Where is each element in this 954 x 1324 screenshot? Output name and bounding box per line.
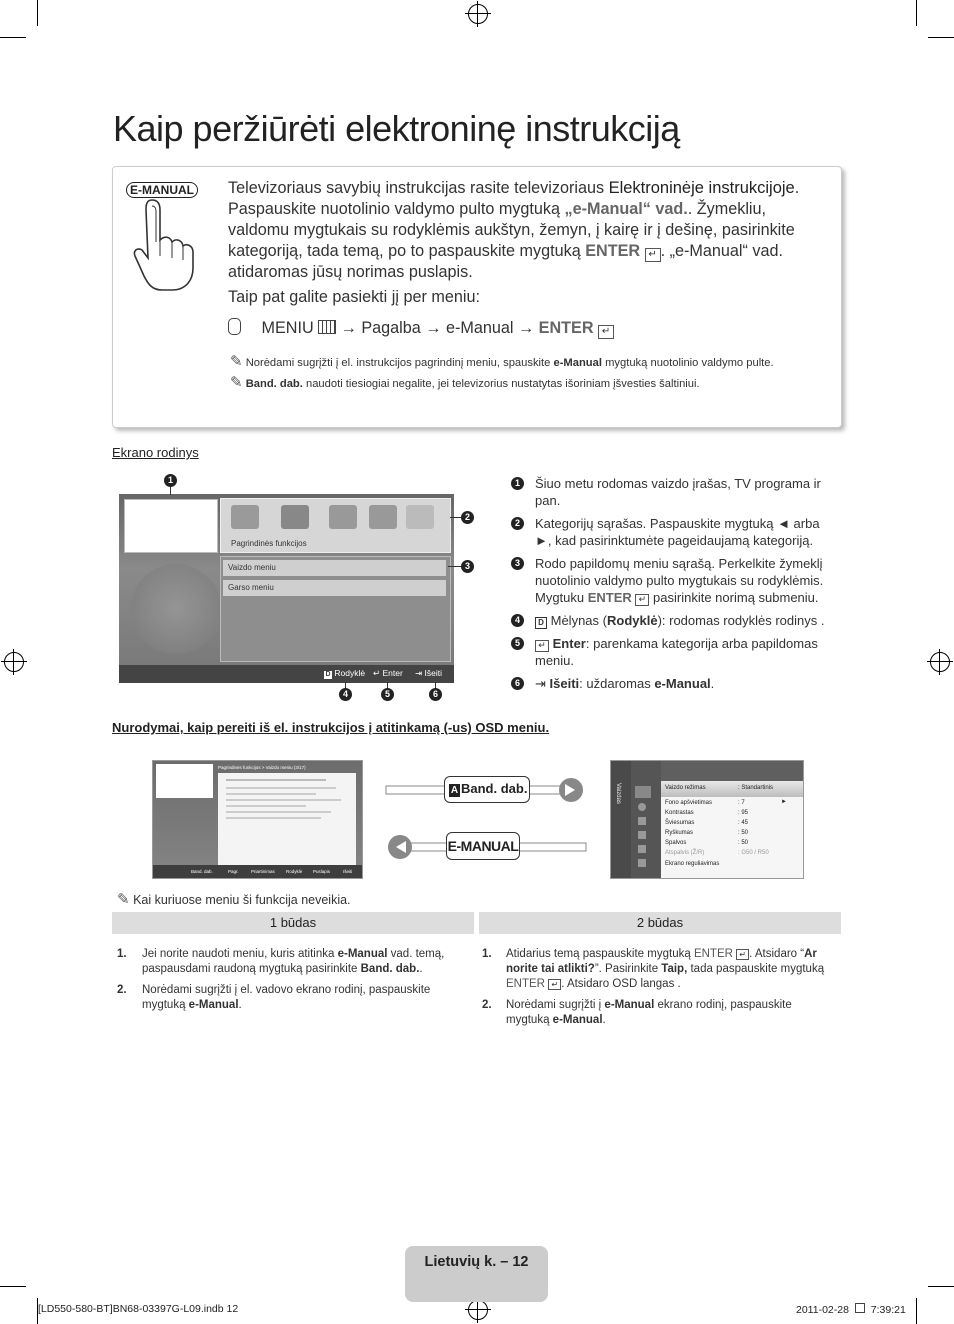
blue-key-icon: D (325, 671, 331, 678)
step-bold: e-Manual (604, 999, 655, 1011)
picture-icon[interactable] (635, 786, 651, 798)
registration-mark-icon (468, 4, 488, 24)
note-text: Norėdami sugrįžti į el. instrukcijos pagrindinį meniu, spauskite (245, 357, 554, 369)
arrow-text: → (425, 319, 442, 337)
step-num: 1. (117, 948, 127, 960)
category-icon[interactable] (281, 505, 309, 529)
enter-icon: ↵ (598, 325, 614, 339)
note-bold: Band. dab. (245, 378, 303, 390)
mini-bottom-bar (153, 865, 362, 878)
step-bold: Taip, (661, 963, 688, 975)
menu-path (228, 318, 614, 339)
step-key: ENTER (506, 978, 545, 990)
category-icon[interactable] (231, 505, 259, 529)
intro-paragraph (228, 178, 823, 283)
bar-index[interactable] (324, 668, 365, 679)
mini-emanual-screen (152, 760, 363, 879)
callout-3: 3 (461, 560, 474, 573)
nav-note-text: Kai kuriuose meniu ši funkcija neveikia. (133, 893, 351, 907)
legend-bold: Enter (552, 636, 586, 651)
enter-icon: ↵ (548, 979, 561, 990)
bar-exit-label: Išeiti (424, 668, 442, 678)
legend-item (511, 555, 831, 606)
category-label: Pagrindinės funkcijos (231, 539, 307, 548)
legend-text: . (710, 676, 715, 691)
menu-label: MENIU (261, 319, 314, 337)
arrow-text: → (517, 319, 535, 337)
note-1 (230, 352, 774, 370)
nav-section-heading: Nurodymai, kaip pereiti iš el. instrukcijos į atitinkamą (-us) OSD meniu. (112, 720, 550, 735)
step (482, 947, 837, 992)
intro-text: . „e-Manual“ vad. atidaromas jūsų norimas puslapis. (228, 242, 783, 281)
step-text: . (238, 999, 242, 1011)
bar-index-label: Rodyklė (334, 668, 366, 678)
callout-4: 4 (339, 688, 352, 701)
category-icon[interactable] (369, 505, 397, 529)
step-text: . (602, 1014, 606, 1026)
osd-row-label[interactable]: Fono apšvietimas (665, 800, 713, 806)
osd-row-value: : G50 / R50 (738, 850, 769, 856)
osd-row-value: : 50 (738, 840, 749, 846)
legend-text: : uždaromas (579, 676, 655, 691)
mini-video-preview (156, 764, 213, 798)
menu-remote-icon (228, 318, 241, 335)
crop-mark (916, 0, 917, 26)
intro-bold-text: Elektroninėje instrukcijoje (608, 179, 795, 197)
enter-icon: ↵ (645, 248, 661, 262)
step-text: . Atsidaro OSD langas . (561, 978, 681, 990)
step-text: . (419, 963, 423, 975)
submenu-item-sound[interactable]: Garso meniu (223, 580, 446, 596)
step (482, 998, 837, 1028)
enter-icon: ↵ (736, 949, 749, 960)
osd-row-value: : Standartinis (738, 785, 774, 791)
footer-time-text: 7:39:21 (870, 1304, 906, 1316)
legend-num: 6 (511, 677, 524, 690)
mini-bar-index[interactable]: Rodyklė (286, 869, 303, 874)
step-num: 2. (117, 984, 127, 996)
setup-icon[interactable] (638, 831, 646, 839)
bar-enter-label: Enter (382, 668, 403, 678)
registration-mark-icon (930, 652, 950, 672)
note-text: naudoti tiesiogiai negalite, jei televizorius nustatytas išoriniam įšvesties šaltiniui. (302, 378, 700, 390)
legend-item (511, 515, 831, 549)
step-text: ekrano rodinį, paspauskite mygtuką (506, 999, 792, 1026)
step-text: tada paspauskite mygtuką (687, 963, 825, 975)
bar-enter[interactable] (373, 668, 403, 679)
osd-row-label[interactable]: Šviesumas (665, 820, 695, 826)
crop-mark (37, 0, 38, 26)
osd-row-value: : 50 (738, 830, 749, 836)
legend-text: ): rodomas rodyklės rodinys . (657, 613, 825, 628)
pencil-icon: ✎ (230, 374, 243, 391)
note-2 (230, 373, 700, 391)
method-1-steps (117, 947, 462, 1013)
legend-num: 2 (511, 517, 524, 530)
mini-bar-page[interactable]: Puslapis (313, 869, 331, 874)
try-now-label: Band. dab. (461, 781, 528, 796)
step (117, 947, 462, 977)
osd-rows (661, 781, 803, 878)
osd-row-label[interactable]: Atspalvis (Ž/R) (665, 850, 705, 856)
step-bold: e-Manual (337, 948, 388, 960)
osd-row-value: : 45 (738, 820, 749, 826)
callout-2: 2 (461, 511, 474, 524)
step-bold: e-Manual (188, 999, 239, 1011)
screen-bottom-bar (119, 665, 454, 683)
step-text: Norėdami sugrįžti į el. vadovo ekrano rodinį, paspauskite mygtuką (142, 984, 431, 1011)
legend-num: 1 (511, 477, 524, 490)
crop-mark (916, 1298, 917, 1324)
step-text: Jei norite naudoti meniu, kuris atitinka (142, 948, 338, 960)
enter-icon: ↵ (535, 640, 549, 652)
enter-icon: ↵ (635, 594, 649, 606)
osd-icon-column (631, 761, 661, 878)
screen-section-heading: Ekrano rodinys (112, 445, 199, 460)
legend-text: Mėlynas ( (550, 613, 607, 628)
category-icon[interactable] (329, 505, 357, 529)
arrow-text: → (340, 319, 357, 337)
step-bold: e-Manual (552, 1014, 603, 1026)
step-text: ”. Pasirinkite (594, 963, 662, 975)
category-icon[interactable] (406, 505, 434, 529)
submenu-panel (220, 556, 451, 662)
crop-mark (0, 1286, 26, 1287)
legend-item (511, 475, 831, 509)
step-text: Norėdami sugrįžti į (506, 999, 605, 1011)
callout-5: 5 (381, 688, 394, 701)
enter-icon: ↵ (373, 668, 381, 678)
support-icon[interactable] (638, 859, 646, 867)
method-2-steps (482, 947, 837, 1028)
emanual-screen (119, 494, 454, 683)
help-label: Pagalba (361, 319, 421, 337)
e-manual-button[interactable]: E-MANUAL (446, 832, 520, 860)
exit-icon: ⇥ (415, 668, 423, 678)
bar-exit[interactable] (415, 668, 442, 679)
legend-bold: Rodyklė (606, 613, 658, 628)
legend-text: Šiuo metu rodomas vaizdo įrašas, TV programa ir pan. (535, 476, 821, 508)
osd-row-value: : 95 (738, 810, 749, 816)
blue-key-icon: D (535, 617, 547, 629)
legend-bold: Išeiti (549, 676, 580, 691)
legend-bold: e-Manual (654, 676, 711, 691)
pencil-icon: ✎ (230, 353, 243, 370)
e-manual-remote-button (126, 181, 198, 199)
mini-breadcrumb: Pagrindinės funkcijos > Vaizdo meniu (3/17) (218, 765, 306, 770)
legend-text: Rodo papildomų meniu sąrašą. Perkelkite žymeklį nuotolinio valdymo pulto mygtukais su rodyklėmis. Mygtuku (535, 556, 824, 605)
step-num: 2. (482, 999, 492, 1011)
footer-date (796, 1303, 906, 1316)
exit-icon: ⇥ (535, 676, 546, 691)
osd-row-label[interactable]: Ryškumas (665, 830, 694, 836)
legend-item (511, 675, 831, 692)
submenu-item-picture[interactable]: Vaizdo meniu (223, 560, 446, 576)
page-title: Kaip peržiūrėti elektroninę instrukciją (113, 108, 680, 149)
e-manual-key-text: „e-Manual“ vad. (564, 200, 688, 218)
footer-file: [LD550-580-BT]BN68-03397G-L09.indb 12 (38, 1303, 239, 1315)
step-text: . Atsidaro “ (749, 948, 805, 960)
screen-legend (511, 475, 831, 692)
step-text: Atidarius temą paspauskite mygtuką (506, 948, 694, 960)
pencil-icon: ✎ (117, 891, 130, 908)
red-key-icon: A (450, 785, 459, 796)
enter-key-text: ENTER (585, 242, 641, 260)
crop-mark (928, 1286, 954, 1287)
crop-mark (0, 37, 26, 38)
callout-1: 1 (164, 474, 177, 487)
method-1-header: 1 būdas (112, 912, 474, 934)
try-now-button[interactable] (444, 776, 530, 803)
enter-label: ENTER (538, 319, 594, 337)
hand-pressing-icon (130, 198, 205, 293)
mini-content-page (218, 773, 356, 865)
right-arrow-icon: ► (781, 799, 787, 805)
legend-bold: ENTER (587, 590, 632, 605)
osd-row-label[interactable]: Ekrano reguliavimas (665, 861, 720, 867)
decor-graphic (131, 564, 221, 654)
emanual-label: e-Manual (445, 319, 514, 337)
step-bold: Ar norite tai atlikti? (506, 948, 817, 975)
legend-num: 4 (511, 614, 524, 627)
input-icon[interactable] (638, 845, 646, 853)
mini-bar-try[interactable]: Band. dab. (191, 869, 213, 874)
osd-sidebar (611, 761, 631, 878)
clock-icon (855, 1303, 865, 1313)
callout-6: 6 (429, 688, 442, 701)
registration-mark-icon (4, 652, 24, 672)
crop-mark (928, 37, 954, 38)
step (117, 983, 462, 1013)
channel-icon[interactable] (638, 817, 646, 825)
legend-text: Kategorijų sąrašas. Paspauskite mygtuką ◄ arba ►, kad pasirinktumėte pageidaujamą kategoriją. (535, 516, 820, 548)
category-bar (220, 498, 451, 553)
intro-text: Televizoriaus savybių instrukcijas rasite televizoriaus (228, 179, 609, 197)
legend-item (511, 635, 831, 669)
page-number: Lietuvių k. – 12 (424, 1254, 529, 1270)
legend-num: 3 (511, 557, 524, 570)
video-preview (124, 499, 218, 553)
step-num: 1. (482, 948, 492, 960)
legend-text: : parenkama kategorija arba papildomas meniu. (535, 636, 818, 668)
osd-picture-menu (610, 760, 804, 879)
intro-text: . Žymekliu, valdomu mygtukais su rodyklėmis aukštyn, žemyn, į kairę ir į dešinę, pasirinkite kategoriją, tada temą, po to paspauskite mygtuką (228, 200, 795, 260)
mini-bar-home[interactable]: Pagr. (228, 869, 239, 874)
legend-item (511, 612, 831, 629)
note-text: mygtuką nuotolinio valdymo pulte. (601, 357, 774, 369)
osd-row-value: : 7 (738, 800, 745, 806)
legend-num: 5 (511, 637, 524, 650)
step-bold: Band. dab. (360, 963, 420, 975)
menu-access-text: Taip pat galite pasiekti jį per meniu: (228, 288, 480, 306)
sound-icon[interactable] (638, 803, 646, 811)
legend-text: pasirinkite norimą submeniu. (649, 590, 819, 605)
note-bold: e-Manual (553, 357, 602, 369)
osd-row-label[interactable]: Kontrastas (665, 810, 694, 816)
page-number-tab (405, 1246, 548, 1302)
method-2-header: 2 būdas (479, 912, 841, 934)
nav-note (117, 890, 351, 908)
intro-text: . Paspauskite nuotolinio valdymo pulto mygtuką (228, 179, 800, 218)
menu-grid-icon (318, 320, 336, 334)
step-text: vad. temą, paspausdami raudoną mygtuką pasirinkite (142, 948, 445, 975)
footer-date-text: 2011-02-28 (796, 1304, 849, 1316)
mini-bar-exit[interactable]: Išeiti (343, 869, 353, 874)
e-manual-key-label: E-MANUAL (126, 182, 198, 198)
step-key: ENTER (693, 948, 733, 960)
registration-mark-icon (468, 1300, 488, 1320)
osd-sidebar-label: Vaizdas (615, 783, 621, 804)
osd-row-label[interactable]: Spalvos (665, 840, 687, 846)
osd-row-label[interactable]: Vaizdo režimas (665, 785, 706, 791)
mini-bar-zoom[interactable]: Priartinimas (251, 869, 275, 874)
